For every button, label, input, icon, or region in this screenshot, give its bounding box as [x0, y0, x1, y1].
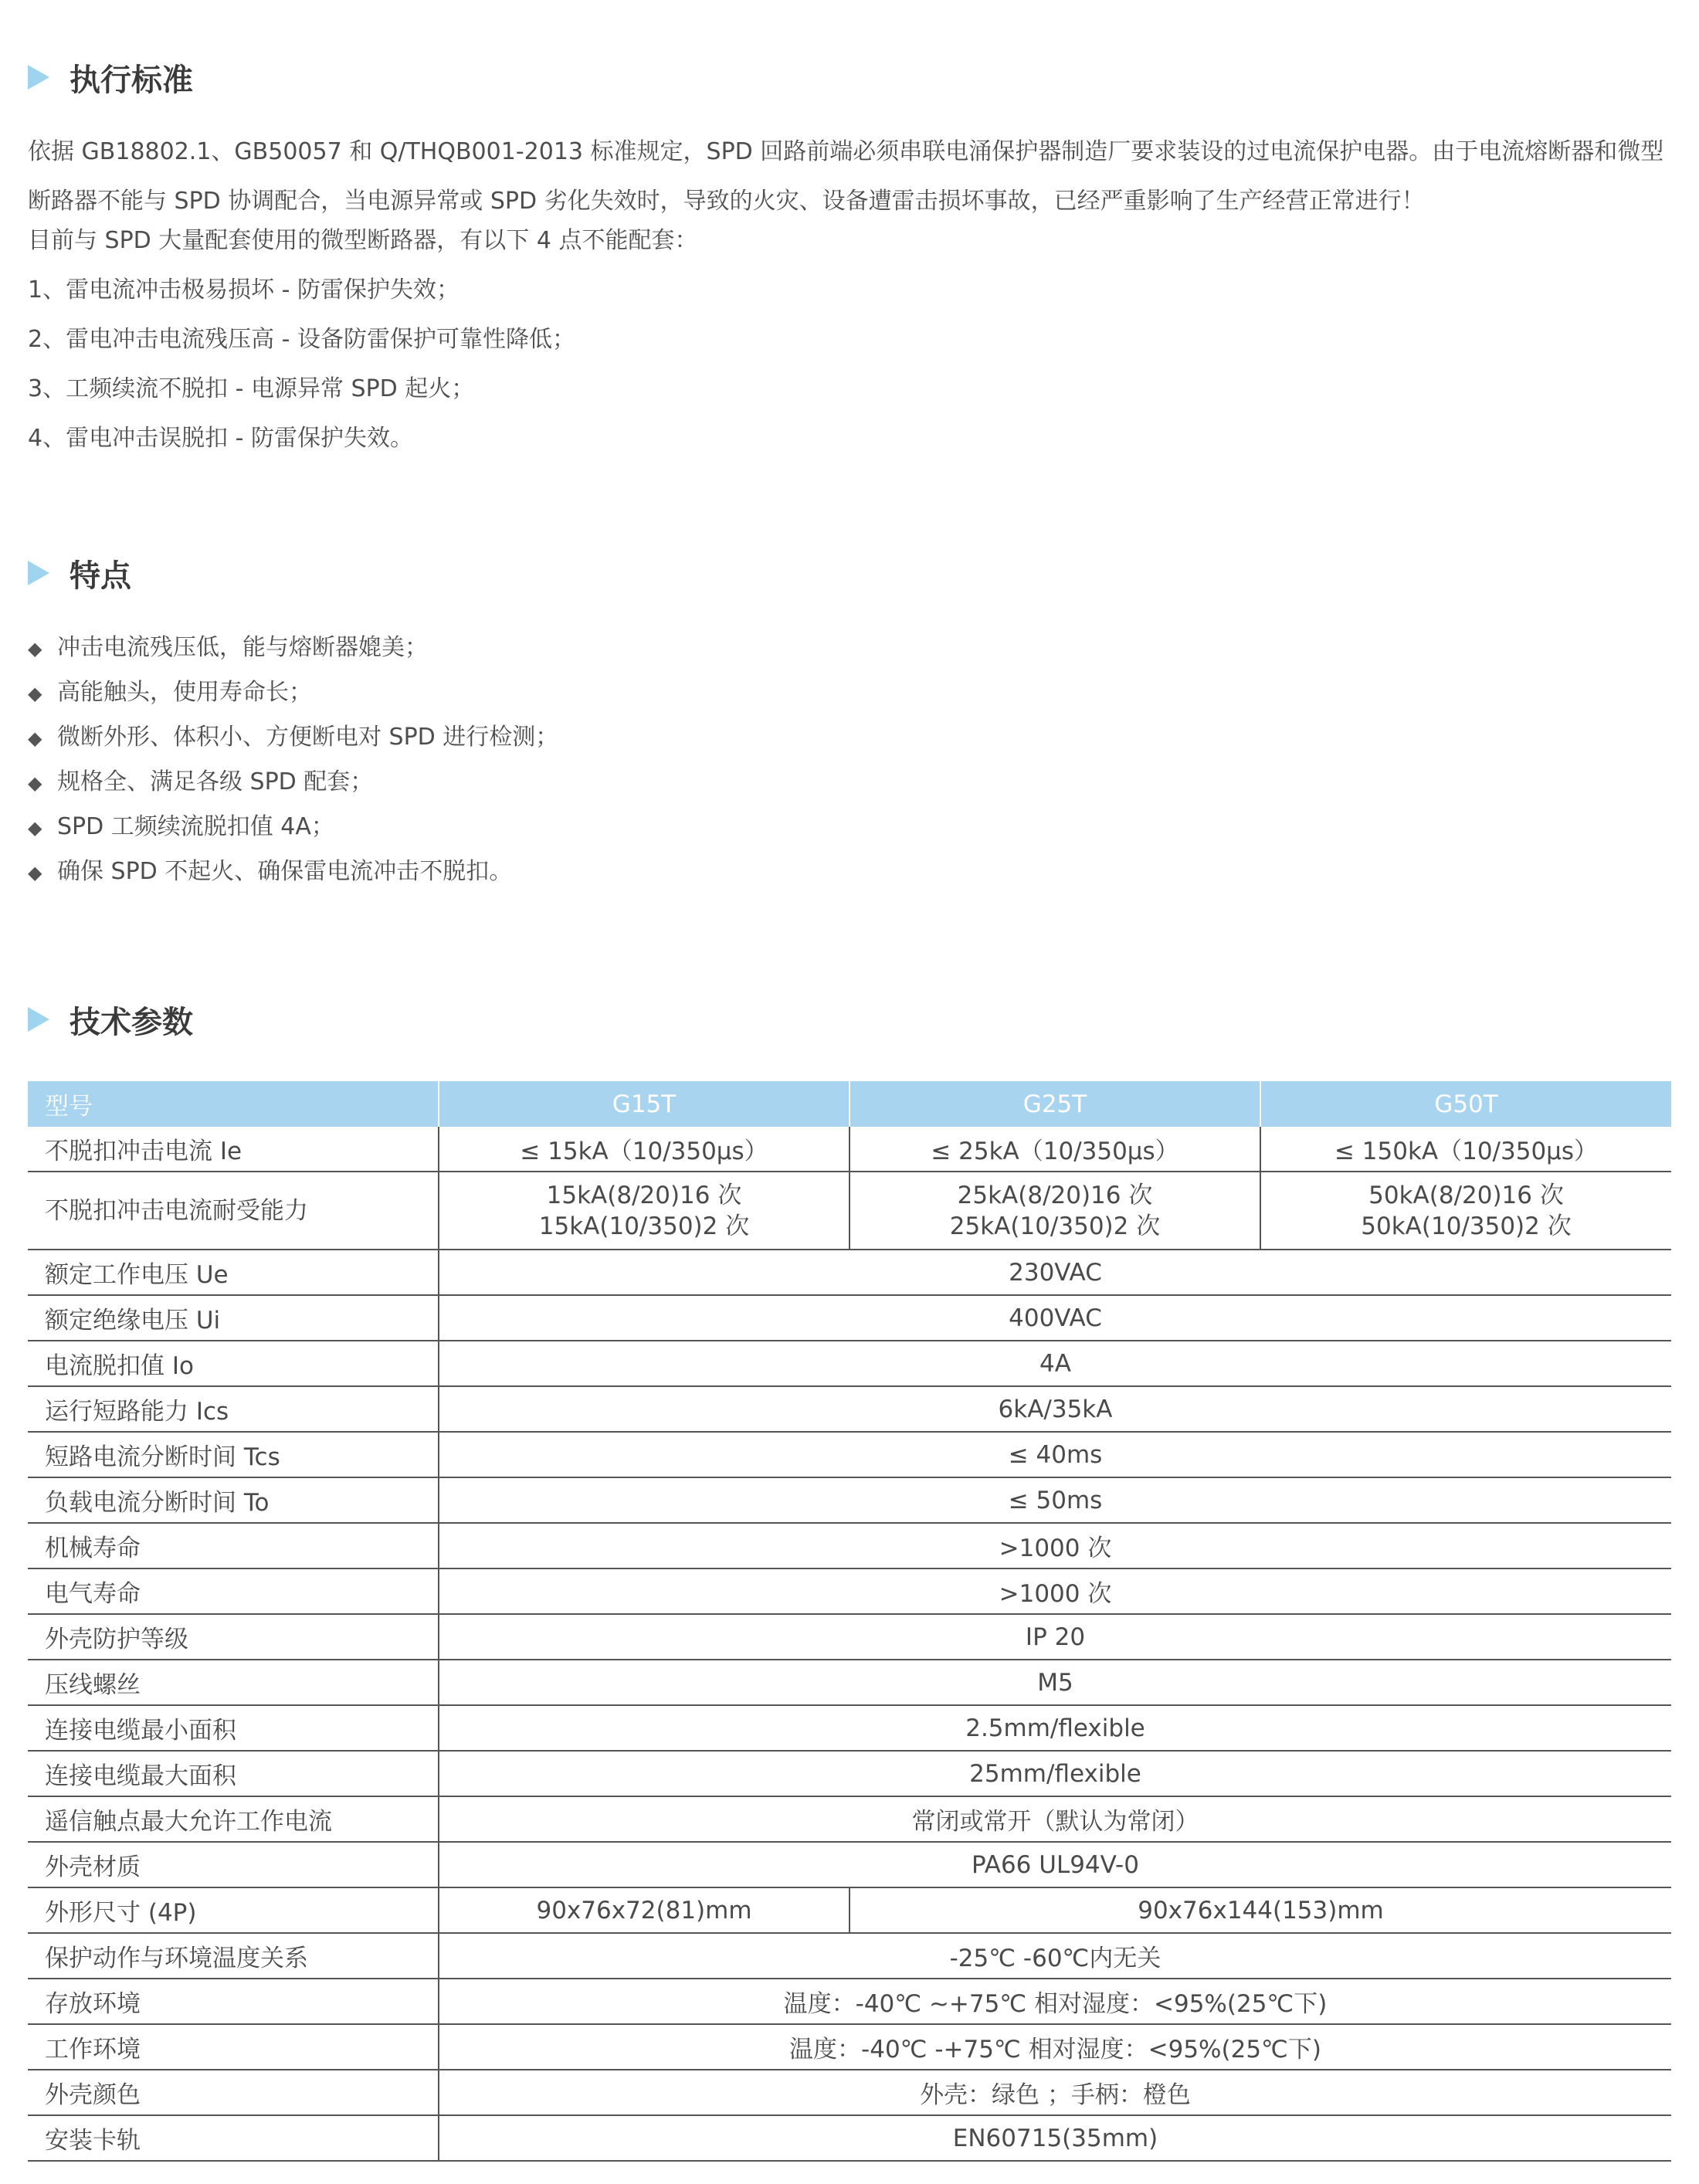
- table-row: [28, 1614, 1671, 1660]
- row-label: 额定绝缘电压 Ui: [28, 1295, 439, 1341]
- row-label: 外壳颜色: [28, 2070, 439, 2115]
- table-row: [28, 1127, 1671, 1172]
- table-row: [28, 1842, 1671, 1887]
- cell-value: -25℃ -60℃内无关: [439, 1933, 1671, 1979]
- row-label: 存放环境: [28, 1979, 439, 2024]
- cell-value: IP 20: [439, 1614, 1671, 1660]
- row-label: 外壳材质: [28, 1842, 439, 1887]
- table-row: [28, 1432, 1671, 1477]
- feature-item: ◆ SPD 工频续流脱扣值 4A；: [28, 805, 334, 850]
- standard-paragraph: 依据 GB18802.1、GB50057 和 Q/THQB001-2013 标准规定，SPD 回路前端必须串联电涌保护器制造厂要求装设的过电流保护电器。由于电流熔断器和微型断路器不能与 SPD 协调配合，当电源异常或 SPD 劣化失效时，导致的火灾、设备遭雷击损坏事故，已经严重影响了生产经营正常进行！: [28, 138, 1664, 215]
- table-header-row: [28, 1081, 1671, 1127]
- row-label: 不脱扣冲击电流 Ie: [28, 1127, 439, 1172]
- cell-value: 外壳：绿色 ；手柄：橙色: [439, 2070, 1671, 2115]
- cell-value: 常闭或常开（默认为常闭）: [439, 1796, 1671, 1842]
- section-header-specs: [28, 996, 193, 1043]
- table-row: [28, 1887, 1671, 1933]
- row-label: 运行短路能力 Ics: [28, 1386, 439, 1432]
- row-label: 保护动作与环境温度关系: [28, 1933, 439, 1979]
- row-label: 电气寿命: [28, 1568, 439, 1614]
- header-cell-g50t: G50T: [1260, 1081, 1671, 1127]
- cell-value: >1000 次: [439, 1523, 1671, 1568]
- cell-value: 温度：-40℃ -+75℃ 相对湿度：<95%(25℃下): [439, 2024, 1671, 2070]
- row-label: 电流脱扣值 Io: [28, 1341, 439, 1386]
- row-label: 外壳防护等级: [28, 1614, 439, 1660]
- cell-value: PA66 UL94V-0: [439, 1842, 1671, 1887]
- section-title-standard: 执行标准: [70, 62, 193, 98]
- table-row: [28, 1250, 1671, 1295]
- cell-value: >1000 次: [439, 1568, 1671, 1614]
- table-row: [28, 1660, 1671, 1705]
- header-cell-g15t: G15T: [439, 1081, 850, 1127]
- section-header-features: [28, 550, 131, 596]
- row-label: 压线螺丝: [28, 1660, 439, 1705]
- diamond-bullet-icon: ◆: [28, 862, 42, 883]
- feature-item: ◆ 冲击电流残压低，能与熔断器媲美；: [28, 626, 428, 671]
- triangle-marker-icon: [28, 561, 49, 585]
- table-row: [28, 1386, 1671, 1432]
- table-row: [28, 2115, 1671, 2161]
- standard-intro-line: 目前与 SPD 大量配套使用的微型断路器，有以下 4 点不能配套：: [28, 227, 698, 254]
- standard-item: 2、雷电冲击电流残压高 - 设备防雷保护可靠性降低；: [28, 326, 575, 353]
- table-row: [28, 1568, 1671, 1614]
- section-title-specs: 技术参数: [70, 1004, 193, 1040]
- cell-value: 50kA(8/20)16 次 50kA(10/350)2 次: [1260, 1172, 1671, 1250]
- row-label: 负载电流分断时间 To: [28, 1477, 439, 1523]
- table-row: [28, 1705, 1671, 1751]
- cell-value: ≤ 25kA（10/350μs）: [850, 1127, 1260, 1172]
- cell-value: 25mm/flexible: [439, 1751, 1671, 1796]
- cell-value: 2.5mm/flexible: [439, 1705, 1671, 1751]
- triangle-marker-icon: [28, 1007, 49, 1032]
- table-row: [28, 1341, 1671, 1386]
- cell-value: ≤ 50ms: [439, 1477, 1671, 1523]
- feature-item: ◆ 规格全、满足各级 SPD 配套；: [28, 760, 373, 805]
- row-label: 安装卡轨: [28, 2115, 439, 2161]
- standard-item: 4、雷电冲击误脱扣 - 防雷保护失效。: [28, 425, 413, 452]
- row-label: 连接电缆最大面积: [28, 1751, 439, 1796]
- row-label: 外形尺寸 (4P): [28, 1887, 439, 1933]
- table-row: [28, 1979, 1671, 2024]
- cell-value: 6kA/35kA: [439, 1386, 1671, 1432]
- row-label: 短路电流分断时间 Tcs: [28, 1432, 439, 1477]
- cell-value: 90x76x144(153)mm: [850, 1887, 1671, 1933]
- feature-item: ◆ 确保 SPD 不起火、确保雷电流冲击不脱扣。: [28, 850, 512, 895]
- section-header-standard: [28, 54, 193, 100]
- table-row: [28, 1523, 1671, 1568]
- feature-item: ◆ 微断外形、体积小、方便断电对 SPD 进行检测；: [28, 715, 558, 761]
- cell-value: ≤ 150kA（10/350μs）: [1260, 1127, 1671, 1172]
- row-label: 工作环境: [28, 2024, 439, 2070]
- cell-value: 15kA(8/20)16 次 15kA(10/350)2 次: [439, 1172, 850, 1250]
- cell-value: 25kA(8/20)16 次 25kA(10/350)2 次: [850, 1172, 1260, 1250]
- cell-value: 400VAC: [439, 1295, 1671, 1341]
- diamond-bullet-icon: ◆: [28, 638, 42, 660]
- diamond-bullet-icon: ◆: [28, 727, 42, 749]
- table-row: [28, 2070, 1671, 2115]
- diamond-bullet-icon: ◆: [28, 772, 42, 794]
- header-cell-model: 型号: [28, 1081, 439, 1127]
- cell-value: ≤ 15kA（10/350μs）: [439, 1127, 850, 1172]
- cell-value: ≤ 40ms: [439, 1432, 1671, 1477]
- cell-value: 温度：-40℃ ~+75℃ 相对湿度：<95%(25℃下): [439, 1979, 1671, 2024]
- row-label: 额定工作电压 Ue: [28, 1250, 439, 1295]
- row-label: 机械寿命: [28, 1523, 439, 1568]
- cell-value: 230VAC: [439, 1250, 1671, 1295]
- spec-table: [28, 1081, 1671, 2162]
- table-row: [28, 1172, 1671, 1250]
- table-row: [28, 1796, 1671, 1842]
- table-row: [28, 1751, 1671, 1796]
- table-row: [28, 1295, 1671, 1341]
- cell-value: 90x76x72(81)mm: [439, 1887, 850, 1933]
- feature-item: ◆ 高能触头，使用寿命长；: [28, 670, 312, 716]
- cell-value: M5: [439, 1660, 1671, 1705]
- standard-item: 1、雷电流冲击极易损坏 - 防雷保护失效；: [28, 276, 460, 304]
- table-row: [28, 1477, 1671, 1523]
- diamond-bullet-icon: ◆: [28, 683, 42, 704]
- row-label: 遥信触点最大允许工作电流: [28, 1796, 439, 1842]
- row-label: 连接电缆最小面积: [28, 1705, 439, 1751]
- table-row: [28, 1933, 1671, 1979]
- table-row: [28, 2024, 1671, 2070]
- header-cell-g25t: G25T: [850, 1081, 1260, 1127]
- cell-value: EN60715(35mm): [439, 2115, 1671, 2161]
- standard-item: 3、工频续流不脱扣 - 电源异常 SPD 起火；: [28, 375, 475, 402]
- section-title-features: 特点: [70, 558, 131, 594]
- triangle-marker-icon: [28, 65, 49, 90]
- cell-value: 4A: [439, 1341, 1671, 1386]
- row-label: 不脱扣冲击电流耐受能力: [28, 1172, 439, 1250]
- diamond-bullet-icon: ◆: [28, 817, 42, 839]
